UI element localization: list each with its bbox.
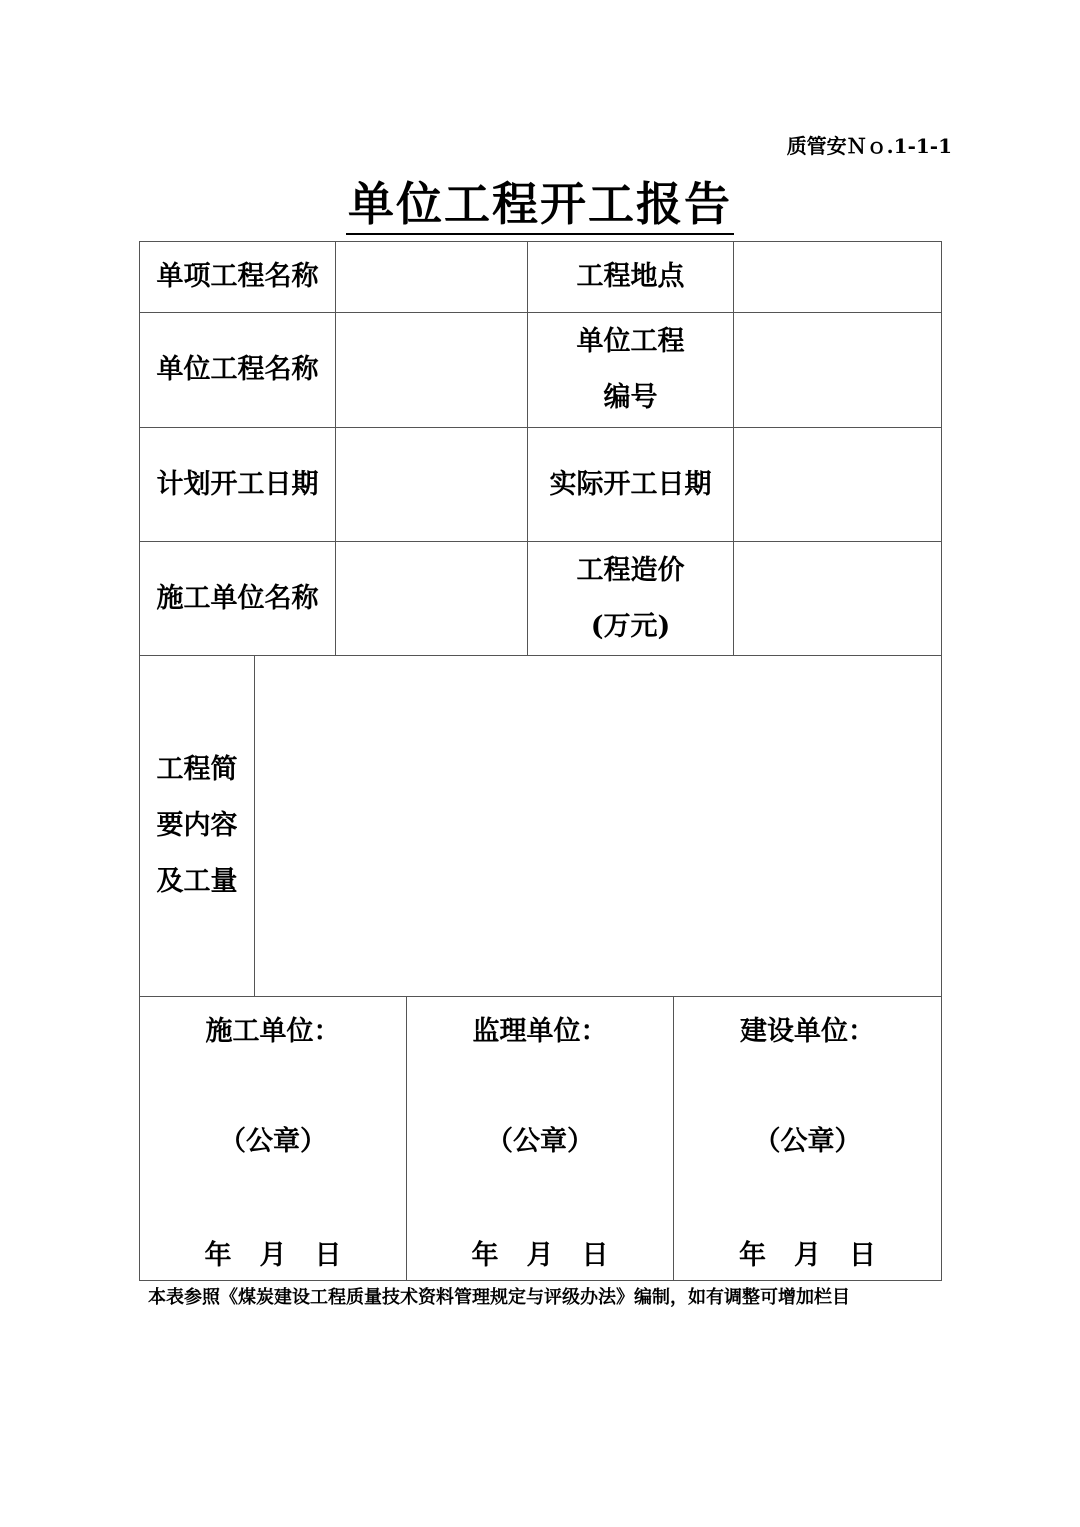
actual-start-date-field[interactable] (734, 428, 942, 542)
summary-label-line3: 及工量 (156, 866, 238, 897)
contractor-name-label: 施工单位名称 (140, 542, 336, 656)
date-year: 年 (471, 1240, 499, 1271)
unit-project-no-label (528, 313, 734, 428)
project-cost-label (528, 542, 734, 656)
project-cost-label-line2: (万元) (590, 610, 671, 642)
unit-project-no-field[interactable] (734, 313, 942, 428)
date-month: 月 (259, 1240, 287, 1271)
unit-project-no-label-line1: 单位工程 (576, 326, 685, 357)
owner-seal: （公章） (753, 1126, 862, 1157)
unit-project-no-label-line2: 编号 (603, 382, 658, 413)
unit-project-name-label: 单位工程名称 (140, 313, 336, 428)
form-code: 质管安Ｎｏ.1-1-1 (786, 134, 952, 158)
footnote: 本表参照《煤炭建设工程质量技术资料管理规定与评级办法》编制，如有调整可增加栏目 (148, 1287, 850, 1308)
contractor-signature-title: 施工单位： (205, 1016, 341, 1047)
supervisor-signature-title: 监理单位： (472, 1016, 608, 1047)
date-year: 年 (204, 1240, 232, 1271)
item-project-name-field[interactable] (336, 242, 528, 313)
supervisor-signature-cell[interactable] (407, 997, 674, 1281)
contractor-seal: （公章） (219, 1126, 327, 1157)
summary-label-line2: 要内容 (156, 810, 238, 841)
owner-signature-title: 建设单位： (740, 1016, 875, 1047)
project-cost-label-line1: 工程造价 (576, 554, 685, 586)
supervisor-date (407, 1233, 673, 1272)
contractor-name-field[interactable] (336, 542, 528, 656)
page-title (0, 168, 1080, 234)
contractor-date (140, 1233, 406, 1272)
date-day: 日 (314, 1240, 342, 1271)
owner-signature-cell[interactable] (674, 997, 942, 1281)
date-month: 月 (526, 1240, 554, 1271)
owner-date (674, 1233, 941, 1272)
supervisor-seal: （公章） (486, 1126, 594, 1157)
planned-start-date-field[interactable] (336, 428, 528, 542)
project-location-label: 工程地点 (528, 242, 734, 313)
title-text: 单位工程开工报告 (346, 177, 734, 235)
date-day: 日 (581, 1240, 609, 1271)
unit-project-name-field[interactable] (336, 313, 528, 428)
date-month: 月 (794, 1240, 821, 1271)
contractor-signature-cell[interactable] (140, 997, 407, 1281)
actual-start-date-label: 实际开工日期 (528, 428, 734, 542)
planned-start-date-label: 计划开工日期 (140, 428, 336, 542)
project-location-field[interactable] (734, 242, 942, 313)
start-report-form (139, 241, 942, 1281)
summary-field[interactable] (255, 656, 942, 997)
date-year: 年 (739, 1240, 766, 1271)
project-cost-field[interactable] (734, 542, 942, 656)
date-day: 日 (849, 1240, 876, 1271)
summary-label-line1: 工程简 (156, 754, 238, 785)
item-project-name-label: 单项工程名称 (140, 242, 336, 313)
summary-label (140, 656, 255, 997)
